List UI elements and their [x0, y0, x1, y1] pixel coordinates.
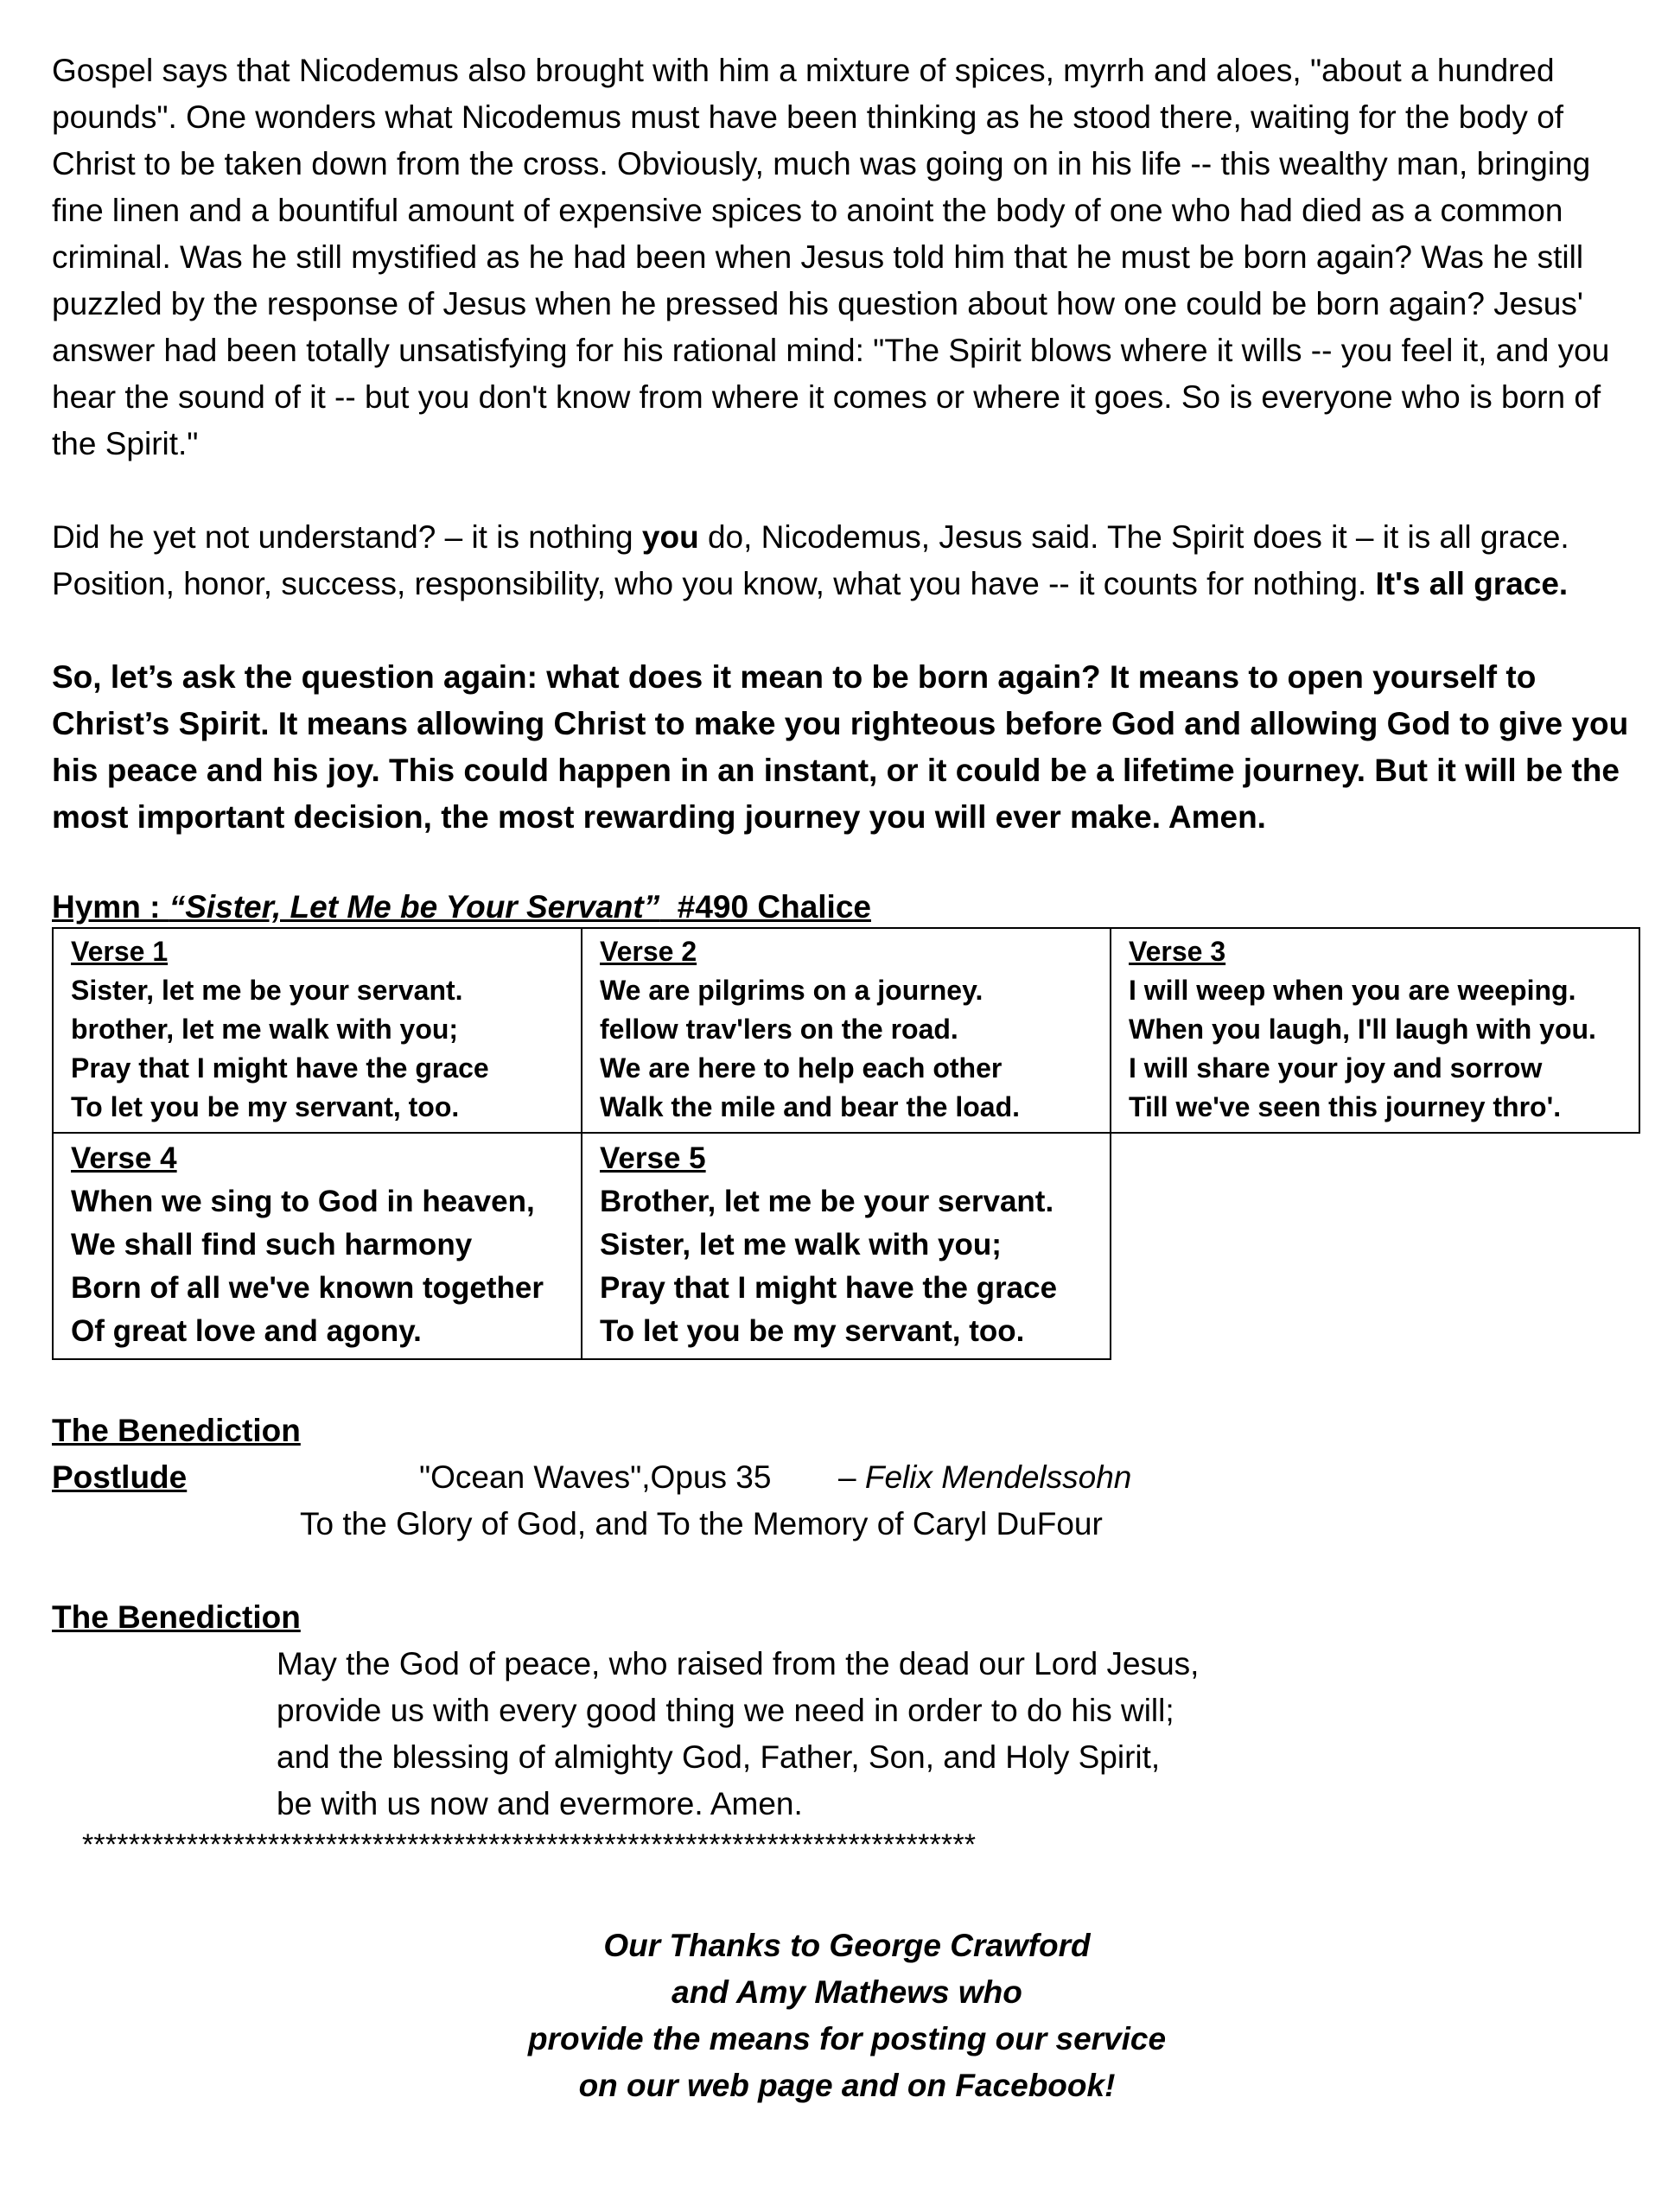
- verses-row-2: [53, 1133, 1639, 1359]
- star-separator: *****************************************************************************: [82, 1828, 977, 1861]
- verse-heading: Verse 1: [71, 936, 169, 967]
- verse-heading: Verse 3: [1129, 936, 1226, 967]
- verse-line: We are pilgrims on a journey.: [600, 975, 983, 1006]
- verse-cell-4: [53, 1133, 582, 1359]
- verse-line: Brother, let me be your servant.: [600, 1185, 1054, 1218]
- verse-line: Walk the mile and bear the load.: [600, 1091, 1021, 1122]
- sermon-para2-emphasis: you: [641, 519, 699, 555]
- verse-cell-5: [582, 1133, 1111, 1359]
- verse-line: Of great love and agony.: [71, 1314, 422, 1348]
- thanks-note: [52, 1923, 1642, 2109]
- hymn-verses-table: [52, 927, 1640, 1360]
- verse-cell-empty: [1111, 1133, 1639, 1359]
- verse-line: Pray that I might have the grace: [71, 1052, 489, 1084]
- verse-line: Sister, let me be your servant.: [71, 975, 463, 1006]
- thanks-line: and Amy Mathews who: [672, 1974, 1022, 2010]
- hymn-title: [52, 887, 1642, 927]
- sermon-para2-text-b: do, Nicodemus, Jesus said. The Spirit does it – it is all grace. Position, honor, success, responsibility, who you know, what you have -- it counts for nothing.: [52, 519, 1569, 601]
- verse-line: fellow trav'lers on the road.: [600, 1014, 958, 1045]
- benediction-section: [52, 1594, 1642, 1641]
- thanks-line: on our web page and on Facebook!: [578, 2068, 1116, 2103]
- thanks-line: Our Thanks to George Crawford: [603, 1928, 1091, 1963]
- verses-row-1: [53, 928, 1639, 1133]
- hymn-label: Hymn :: [52, 889, 169, 925]
- thanks-line: provide the means for posting our service: [527, 2021, 1167, 2056]
- verse-line: Till we've seen this journey thro'.: [1129, 1091, 1562, 1122]
- postlude-heading: Postlude: [52, 1459, 188, 1495]
- verse-line: To let you be my servant, too.: [600, 1314, 1025, 1348]
- postlude-piece: "Ocean Waves",Opus 35: [419, 1459, 772, 1495]
- benediction-line: be with us now and evermore. Amen.: [277, 1786, 803, 1821]
- verse-line: I will share your joy and sorrow: [1129, 1052, 1543, 1084]
- verse-heading: Verse 4: [71, 1141, 177, 1175]
- verse-line: Born of all we've known together: [71, 1271, 544, 1305]
- verse-cell-2: [582, 928, 1111, 1133]
- benediction-heading-1-row: [52, 1408, 1642, 1454]
- sermon-paragraph-1: Gospel says that Nicodemus also brought with him a mixture of spices, myrrh and aloes, "about a hundred pounds". One wonders what Nicodemus must have been thinking as he stood there, waiting for the body of Christ to be taken down from the cross. Obviously, much was going on in his life -- this wealthy man, bringing fine linen and a bountiful amount of expensive spices to anoint the body of one who had died as a common criminal. Was he still mystified as he had been when Jesus told him that he must be born again? Was he still puzzled by the response of Jesus when he pressed his question about how one could be born again? Jesus' answer had been totally unsatisfying for his rational mind: "The Spirit blows where it wills -- you feel it, and you hear the sound of it -- but you don't know from where it comes or where it goes. So is everyone who is born of the Spirit.": [52, 53, 1610, 461]
- postlude-row: [52, 1454, 1642, 1501]
- verse-line: brother, let me walk with you;: [71, 1014, 459, 1045]
- composer-dash: –: [838, 1459, 865, 1495]
- benediction-line: and the blessing of almighty God, Father, Son, and Holy Spirit,: [277, 1739, 1161, 1775]
- verse-line: We are here to help each other: [600, 1052, 1003, 1084]
- sermon-para2-closing: It's all grace.: [1375, 566, 1569, 601]
- verse-line: We shall find such harmony: [71, 1228, 473, 1262]
- bulletin-page: [52, 48, 1642, 2109]
- verse-line: I will weep when you are weeping.: [1129, 975, 1576, 1006]
- benediction-text: [277, 1641, 1642, 1827]
- benediction-line: May the God of peace, who raised from the dead our Lord Jesus,: [277, 1646, 1200, 1681]
- verse-line: Sister, let me walk with you;: [600, 1228, 1002, 1262]
- hymn-number: #490 Chalice: [659, 889, 871, 925]
- benediction-line: provide us with every good thing we need in order to do his will;: [277, 1693, 1174, 1728]
- verse-cell-3: [1111, 928, 1639, 1133]
- verse-line: When we sing to God in heaven,: [71, 1185, 535, 1218]
- verse-heading: Verse 5: [600, 1141, 706, 1175]
- verse-line: When you laugh, I'll laugh with you.: [1129, 1014, 1596, 1045]
- verse-line: To let you be my servant, too.: [71, 1091, 460, 1122]
- hymn-name: “Sister, Let Me be Your Servant”: [169, 889, 660, 925]
- postlude-composer: [838, 1454, 1131, 1501]
- benediction-heading: The Benediction: [52, 1599, 301, 1635]
- verse-heading: Verse 2: [600, 936, 697, 967]
- verse-cell-1: [53, 928, 582, 1133]
- postlude-dedication: To the Glory of God, and To the Memory of Caryl DuFour: [300, 1506, 1103, 1541]
- sermon-paragraph-2: [52, 514, 1633, 607]
- composer-name: Felix Mendelssohn: [864, 1459, 1132, 1495]
- sermon-paragraph-3: So, let’s ask the question again: what does it mean to be born again? It means to open yourself to Christ’s Spirit. It means allowing Christ to make you righteous before God and allowing God to give you his peace and his joy. This could happen in an instant, or it could be a lifetime journey. But it will be the most important decision, the most rewarding journey you will ever make. Amen.: [52, 659, 1629, 835]
- benediction-heading: The Benediction: [52, 1413, 301, 1448]
- verse-line: Pray that I might have the grace: [600, 1271, 1058, 1305]
- sermon-para2-text-a: Did he yet not understand? – it is nothing: [52, 519, 642, 555]
